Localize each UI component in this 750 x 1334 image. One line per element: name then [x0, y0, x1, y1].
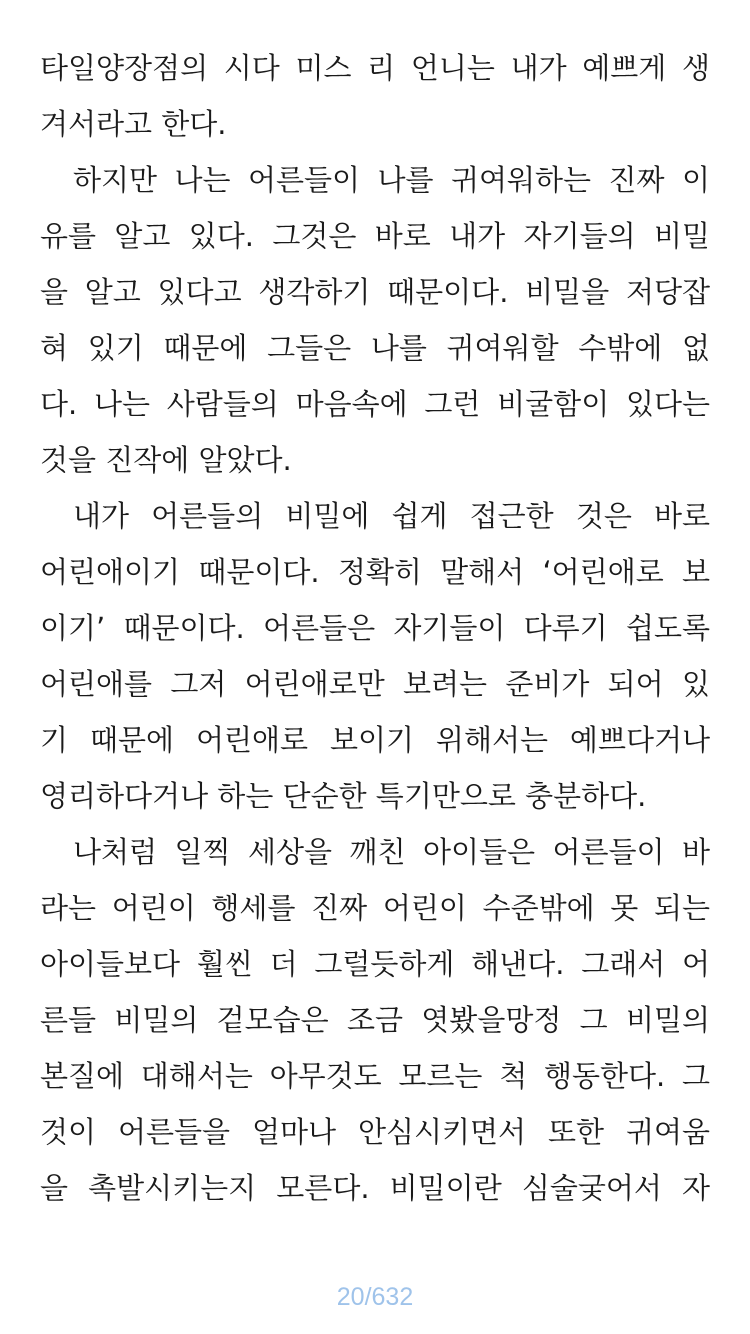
text-line: 이기’ 때문이다. 어른들은 자기들이 다루기 쉽도록 [40, 611, 710, 645]
text-line: 아이들보다 훨씬 더 그럴듯하게 해낸다. 그래서 어 [40, 947, 710, 981]
reader-page[interactable] [40, 40, 710, 1220]
paragraph [40, 152, 710, 488]
text-line: 것이 어른들을 얼마나 안심시키면서 또한 귀여움 [40, 1115, 710, 1149]
text-line: 혀 있기 때문에 그들은 나를 귀여워할 수밖에 없 [40, 331, 710, 365]
paragraph [40, 488, 710, 824]
text-line: 타일양장점의 시다 미스 리 언니는 내가 예쁘게 생 [40, 51, 710, 85]
text-line: 른들 비밀의 겉모습은 조금 엿봤을망정 그 비밀의 [40, 1003, 710, 1037]
text-line: 을 촉발시키는지 모른다. 비밀이란 심술궂어서 자 [40, 1171, 710, 1205]
paragraph [40, 824, 710, 1216]
text-line: 어린애이기 때문이다. 정확히 말해서 ‘어린애로 보 [40, 555, 710, 589]
text-line: 을 알고 있다고 생각하기 때문이다. 비밀을 저당잡 [40, 275, 710, 309]
text-line: 영리하다거나 하는 단순한 특기만으로 충분하다. [40, 779, 647, 813]
paragraph [40, 40, 710, 152]
text-line: 내가 어른들의 비밀에 쉽게 접근한 것은 바로 [73, 499, 710, 533]
text-line: 기 때문에 어린애로 보이기 위해서는 예쁘다거나 [40, 723, 710, 757]
text-line: 유를 알고 있다. 그것은 바로 내가 자기들의 비밀 [40, 219, 710, 253]
text-line: 하지만 나는 어른들이 나를 귀여워하는 진짜 이 [73, 163, 710, 197]
text-line: 본질에 대해서는 아무것도 모르는 척 행동한다. 그 [40, 1059, 710, 1093]
text-line: 나처럼 일찍 세상을 깨친 아이들은 어른들이 바 [73, 835, 710, 869]
text-line: 다. 나는 사람들의 마음속에 그런 비굴함이 있다는 [40, 387, 710, 421]
text-line: 겨서라고 한다. [40, 107, 227, 141]
text-line: 것을 진작에 알았다. [40, 443, 292, 477]
text-line: 라는 어린이 행세를 진짜 어린이 수준밖에 못 되는 [40, 891, 710, 925]
page-indicator: 20/632 [336, 1283, 414, 1311]
text-line: 어린애를 그저 어린애로만 보려는 준비가 되어 있 [40, 667, 710, 701]
